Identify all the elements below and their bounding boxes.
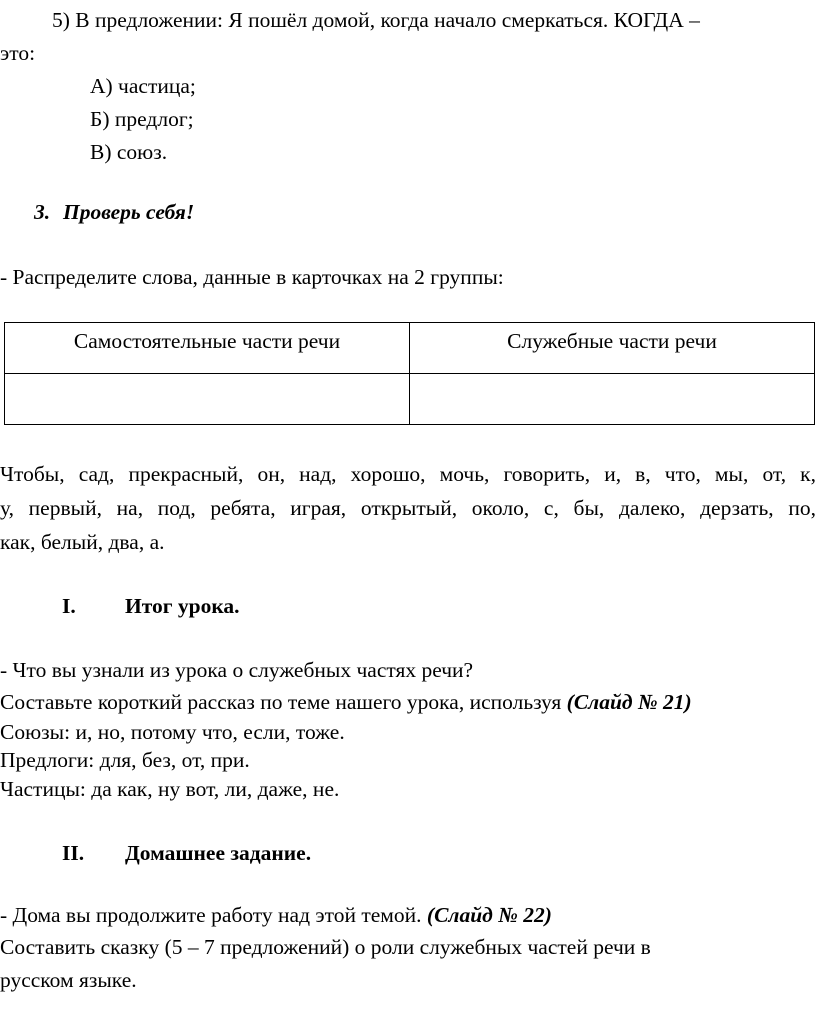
conjunctions-list: Союзы: и, но, потому что, если, тоже.: [0, 720, 345, 744]
answer-option-c: В) союз.: [90, 140, 168, 164]
independent-parts-header: Самостоятельные части речи: [5, 323, 410, 374]
word-list-line-3: как, белый, два, а.: [0, 530, 165, 554]
compose-story-instruction: [0, 688, 692, 716]
particles-list: Частицы: да как, ну вот, ли, даже, не.: [0, 777, 340, 801]
section-ii-number: II.: [62, 841, 85, 865]
slide-22-reference: (Слайд № 22): [426, 903, 552, 927]
summary-question: - Что вы узнали из урока о служебных частях речи?: [0, 658, 474, 682]
homework-instruction: [0, 901, 552, 929]
question-5-text-continued: это:: [0, 41, 36, 65]
section-i-number: I.: [62, 594, 76, 618]
homework-task-line-1: Составить сказку (5 – 7 предложений) о роли служебных частей речи в: [0, 935, 651, 959]
compose-story-text: Составьте короткий рассказ по теме нашего урока, используя: [0, 690, 567, 714]
parts-of-speech-table: [4, 322, 815, 425]
question-5-text: 5) В предложении: Я пошёл домой, когда начало смеркаться. КОГДА –: [52, 8, 700, 32]
independent-parts-cell: [5, 374, 410, 425]
function-parts-cell: [410, 374, 815, 425]
homework-task-line-2: русском языке.: [0, 968, 137, 992]
word-list-line-2: у, первый, на, под, ребята, играя, открытый, около, с, бы, далеко, дерзать, по,: [0, 496, 816, 520]
prepositions-list: Предлоги: для, без, от, при.: [0, 748, 250, 772]
function-parts-header: Служебные части речи: [410, 323, 815, 374]
section-3-title: Проверь себя!: [63, 200, 195, 224]
section-3-number: 3.: [34, 200, 51, 224]
answer-option-a: А) частица;: [90, 74, 196, 98]
section-i-title: Итог урока.: [125, 594, 240, 618]
word-list-line-1: Чтобы, сад, прекрасный, он, над, хорошо, мочь, говорить, и, в, что, мы, от, к,: [0, 462, 816, 486]
slide-21-reference: (Слайд № 21): [566, 690, 692, 714]
answer-option-b: Б) предлог;: [90, 107, 194, 131]
homework-text: - Дома вы продолжите работу над этой темой.: [0, 903, 427, 927]
section-ii-title: Домашнее задание.: [125, 841, 312, 865]
task-instruction: - Распределите слова, данные в карточках на 2 группы:: [0, 265, 504, 289]
